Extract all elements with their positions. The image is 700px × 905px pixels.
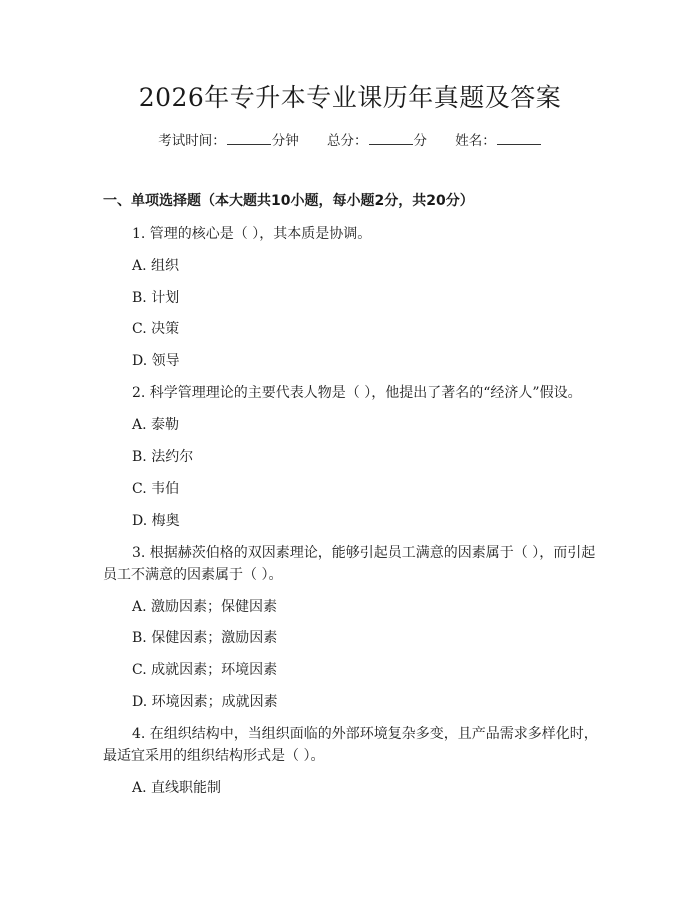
question-3-option-a: A. 激励因素；保健因素 bbox=[132, 599, 278, 615]
question-3-option-d: D. 环境因素；成就因素 bbox=[132, 694, 278, 710]
question-2-option-c: C. 韦伯 bbox=[132, 481, 180, 497]
total-score-blank[interactable] bbox=[369, 130, 413, 145]
section-heading: 一、单项选择题（本大题共10小题，每小题2分，共20分） bbox=[103, 193, 474, 209]
total-score-field bbox=[327, 130, 427, 152]
page-title: 2026年专升本专业课历年真题及答案 bbox=[138, 83, 562, 112]
question-3-option-b: B. 保健因素；激励因素 bbox=[132, 630, 278, 646]
question-2-option-d: D. 梅奥 bbox=[132, 513, 180, 529]
exam-time-unit: 分钟 bbox=[271, 133, 299, 149]
question-1-option-b: B. 计划 bbox=[132, 290, 180, 306]
question-2-option-b: B. 法约尔 bbox=[132, 449, 194, 465]
name-blank[interactable] bbox=[497, 130, 541, 145]
name-field bbox=[455, 130, 542, 152]
question-3-text-line2: 员工不满意的因素属于（ ）。 bbox=[103, 567, 283, 583]
name-label: 姓名： bbox=[455, 133, 496, 149]
exam-info bbox=[0, 130, 700, 152]
question-4-option-a: A. 直线职能制 bbox=[132, 780, 222, 796]
question-1-text: 1. 管理的核心是（ ），其本质是协调。 bbox=[132, 226, 372, 242]
question-1-option-a: A. 组织 bbox=[132, 258, 180, 274]
question-3-option-c: C. 成就因素；环境因素 bbox=[132, 662, 278, 678]
exam-time-label: 考试时间： bbox=[158, 133, 226, 149]
exam-time-blank[interactable] bbox=[227, 130, 271, 145]
total-score-label: 总分： bbox=[327, 133, 368, 149]
question-3-text-line1: 3. 根据赫茨伯格的双因素理论，能够引起员工满意的因素属于（ ），而引起 bbox=[132, 545, 596, 561]
question-4-text-line1: 4. 在组织结构中，当组织面临的外部环境复杂多变，且产品需求多样化时， bbox=[132, 726, 598, 742]
question-4-text-line2: 最适宜采用的组织结构形式是（ ）。 bbox=[103, 748, 325, 764]
question-2-option-a: A. 泰勒 bbox=[132, 417, 180, 433]
total-score-unit: 分 bbox=[413, 133, 427, 149]
question-2-text: 2. 科学管理理论的主要代表人物是（ ），他提出了著名的“经济人”假设。 bbox=[132, 385, 582, 401]
question-1-option-c: C. 决策 bbox=[132, 321, 180, 337]
question-1-option-d: D. 领导 bbox=[132, 353, 180, 369]
exam-time-field bbox=[158, 130, 299, 152]
